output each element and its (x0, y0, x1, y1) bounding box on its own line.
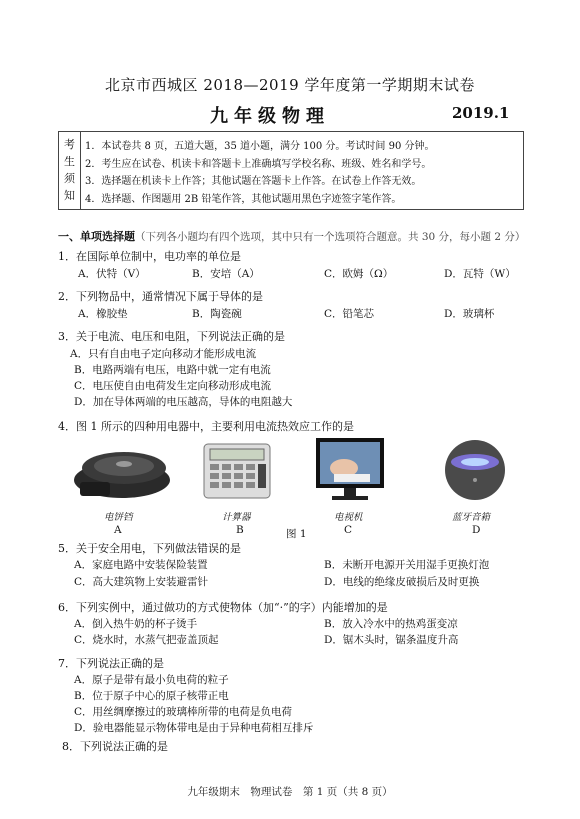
electric-griddle-image (72, 440, 172, 506)
notice-lines (85, 138, 435, 208)
q6-option-c: C．烧水时，水蒸气把壶盖顶起 (74, 634, 219, 646)
q6-option-a: A．倒入热牛奶的杯子烫手 (74, 618, 198, 630)
caption-calculator: 计算器 (222, 512, 251, 523)
notice-box (58, 131, 524, 210)
q7-option-c: C．用丝绸摩擦过的玻璃棒所带的电荷是负电荷 (74, 706, 293, 718)
caption-tv: 电视机 (334, 512, 363, 523)
q6-option-d: D．锯木头时，锯条温度升高 (324, 634, 459, 646)
calculator-image (200, 440, 274, 502)
q3-option-a: A．只有自由电子定向移动才能形成电流 (70, 348, 257, 360)
q5-option-c: C．高大建筑物上安装避雷针 (74, 576, 209, 588)
q3-option-d: D．加在导体两端的电压越高，导体的电阻越大 (74, 396, 293, 408)
q5-option-a: A．家庭电路中安装保险装置 (74, 559, 208, 571)
q7-option-a: A．原子是带有最小负电荷的粒子 (74, 674, 229, 686)
q3-option-b: B．电路两端有电压，电路中就一定有电流 (74, 364, 271, 376)
notice-line: 3．选择题在机读卡上作答；其他试题在答题卡上作答。在试卷上作答无效。 (85, 176, 422, 187)
q4-option-c: C (344, 524, 353, 536)
q4-option-b: B (236, 524, 244, 536)
question-7-stem: 7．下列说法正确的是 (58, 657, 164, 670)
question-8-stem: 8．下列说法正确的是 (62, 740, 168, 753)
q7-option-b: B．位于原子中心的原子核带正电 (74, 690, 229, 702)
q5-option-b: B．未断开电源开关用湿手更换灯泡 (324, 559, 490, 571)
exam-date: 2019.1 (452, 104, 510, 122)
q4-option-d: D (472, 524, 481, 536)
q5-option-d: D．电线的绝缘皮破损后及时更换 (324, 576, 480, 588)
caption-griddle: 电饼铛 (104, 512, 133, 523)
q6-option-b: B．放入冷水中的热鸡蛋变凉 (324, 618, 458, 630)
q4-option-a: A (114, 524, 122, 536)
q2-option-d: D．玻璃杯 (444, 308, 495, 320)
q7-option-d: D．验电器能显示物体带电是由于异种电荷相互排斥 (74, 722, 314, 734)
notice-label: 考 生 须 知 (59, 132, 81, 209)
television-image (314, 436, 386, 504)
q1-option-a: A．伏特（V） (78, 268, 146, 280)
notice-line: 1．本试卷共 8 页，五道大题，35 道小题，满分 100 分。考试时间 90 分钟。 (85, 141, 435, 152)
question-3-stem: 3．关于电流、电压和电阻，下列说法正确的是 (58, 330, 285, 343)
q3-option-c: C．电压使自由电荷发生定向移动形成电流 (74, 380, 272, 392)
q1-option-c: C．欧姆（Ω） (324, 268, 394, 280)
question-2-stem: 2．下列物品中，通常情况下属于导体的是 (58, 290, 263, 303)
question-6-stem: 6．下列实例中，通过做功的方式使物体（加“·”的字）内能增加的是 (58, 601, 388, 614)
bluetooth-speaker-image (440, 436, 510, 504)
notice-line: 2．考生应在试卷、机读卡和答题卡上准确填写学校名称、班级、姓名和学号。 (85, 158, 432, 170)
exam-subtitle: 九年级物理 (210, 106, 330, 127)
figure-label: 图 1 (286, 528, 307, 540)
question-1-stem: 1．在国际单位制中，电功率的单位是 (58, 250, 241, 263)
q2-option-c: C．铅笔芯 (324, 308, 375, 320)
q2-option-b: B．陶瓷碗 (192, 308, 242, 320)
question-5-stem: 5．关于安全用电，下列做法错误的是 (58, 542, 241, 555)
notice-line: 4．选择题、作图题用 2B 铅笔作答，其他试题用黑色字迹签字笔作答。 (85, 193, 402, 205)
exam-title: 北京市西城区 2018—2019 学年度第一学期期末试卷 (105, 76, 475, 94)
section-heading: 一、单项选择题（下列各小题均有四个选项，其中只有一个选项符合题意。共 30 分，每小题 2 分） (58, 230, 526, 243)
q1-option-d: D．瓦特（W） (444, 268, 516, 280)
question-4-stem: 4．图 1 所示的四种用电器中，主要利用电流热效应工作的是 (58, 420, 354, 433)
page-footer: 九年级期末 物理试卷 第 1 页（共 8 页） (187, 786, 393, 798)
q2-option-a: A．橡胶垫 (78, 308, 128, 320)
caption-speaker: 蓝牙音箱 (452, 512, 491, 523)
q1-option-b: B．安培（A） (192, 268, 260, 280)
